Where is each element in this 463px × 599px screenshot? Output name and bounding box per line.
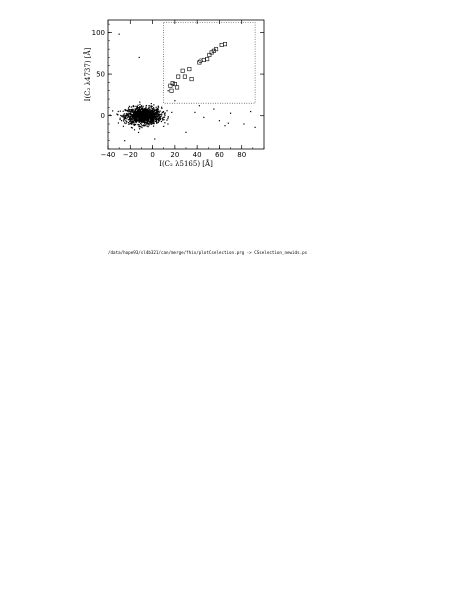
data-dot — [123, 126, 124, 127]
data-dot — [148, 116, 149, 117]
data-dot — [163, 111, 164, 112]
data-dot — [154, 116, 155, 117]
data-dot — [119, 119, 120, 120]
data-dot — [147, 112, 148, 113]
data-dot — [145, 109, 146, 110]
data-dot — [167, 118, 168, 119]
data-dot — [135, 106, 136, 107]
data-dot — [137, 105, 138, 106]
dot-series — [110, 34, 256, 142]
data-dot — [120, 115, 121, 116]
selected-square-marker — [173, 82, 176, 85]
selected-square-marker — [181, 69, 184, 72]
data-dot — [156, 117, 157, 118]
square-series — [169, 42, 227, 92]
data-dot — [123, 119, 124, 120]
data-dot — [138, 126, 139, 127]
data-dot — [150, 112, 151, 113]
axes — [92, 20, 264, 159]
selected-square-marker — [190, 77, 193, 80]
data-dot — [126, 110, 127, 111]
x-tick-label: 80 — [237, 151, 247, 159]
data-dot — [129, 113, 130, 114]
data-dot — [132, 127, 133, 128]
outlier-dot — [139, 57, 140, 58]
data-dot — [145, 107, 146, 108]
data-dot — [118, 111, 119, 112]
data-dot — [140, 117, 141, 118]
file-path-footer: /data/hope93/sl4b321/can/merge/fhix/plotCselection.prg -> CSselection_newids.ps — [108, 250, 308, 255]
data-dot — [131, 110, 132, 111]
data-dot — [118, 122, 119, 123]
data-dot — [153, 108, 154, 109]
data-dot — [153, 126, 154, 127]
data-dot — [142, 113, 143, 114]
data-dot — [160, 118, 161, 119]
data-dot — [156, 110, 157, 111]
outlier-dot — [228, 123, 229, 124]
data-dot — [144, 112, 145, 113]
data-dot — [139, 128, 140, 129]
selection-rect — [164, 22, 255, 103]
data-dot — [140, 112, 141, 113]
data-dot — [146, 116, 147, 117]
data-dot — [138, 115, 139, 116]
data-dot — [143, 125, 144, 126]
data-dot — [133, 105, 134, 106]
data-dot — [138, 118, 139, 119]
selected-square-marker — [169, 84, 172, 87]
data-dot — [158, 113, 159, 114]
data-dot — [128, 107, 129, 108]
data-dot — [148, 126, 149, 127]
data-dot — [116, 113, 117, 114]
data-dot — [159, 117, 160, 118]
data-dot — [148, 119, 149, 120]
data-dot — [157, 116, 158, 117]
outlier-dot — [243, 123, 244, 124]
data-dot — [128, 115, 129, 116]
data-dot — [156, 109, 157, 110]
selected-square-marker — [177, 75, 180, 78]
data-dot — [149, 113, 150, 114]
data-dot — [134, 129, 135, 130]
data-dot — [137, 124, 138, 125]
data-dot — [132, 112, 133, 113]
data-dot — [153, 114, 154, 115]
x-tick-label: −40 — [100, 151, 116, 159]
data-dot — [143, 121, 144, 122]
data-dot — [151, 111, 152, 112]
data-dot — [136, 115, 137, 116]
data-dot — [135, 124, 136, 125]
x-tick-label: −20 — [122, 151, 138, 159]
data-dot — [149, 109, 150, 110]
data-dot — [150, 115, 151, 116]
data-dot — [139, 120, 140, 121]
data-dot — [129, 123, 130, 124]
data-dot — [139, 112, 140, 113]
selected-square-marker — [171, 82, 174, 85]
data-dot — [132, 122, 133, 123]
data-dot — [123, 120, 124, 121]
data-dot — [158, 122, 159, 123]
data-dot — [123, 117, 124, 118]
outlier-dot — [194, 112, 195, 113]
outlier-dot — [219, 120, 220, 121]
data-dot — [143, 106, 144, 107]
data-dot — [131, 111, 132, 112]
data-dot — [156, 122, 157, 123]
data-dot — [141, 106, 142, 107]
data-dot — [171, 112, 172, 113]
data-dot — [145, 122, 146, 123]
data-dot — [123, 111, 124, 112]
data-dot — [126, 113, 127, 114]
data-dot — [138, 107, 139, 108]
data-dot — [132, 116, 133, 117]
data-dot — [148, 124, 149, 125]
data-dot — [164, 115, 165, 116]
data-dot — [120, 111, 121, 112]
outlier-dot — [199, 105, 200, 106]
data-dot — [139, 115, 140, 116]
x-tick-label: 60 — [214, 151, 224, 159]
data-dot — [133, 114, 134, 115]
data-dot — [168, 116, 169, 117]
outlier-dot — [119, 34, 120, 35]
data-dot — [133, 109, 134, 110]
data-dot — [139, 106, 140, 107]
data-dot — [150, 118, 151, 119]
data-dot — [139, 117, 140, 118]
data-dot — [134, 110, 135, 111]
data-dot — [162, 119, 163, 120]
data-dot — [156, 112, 157, 113]
data-dot — [146, 120, 147, 121]
data-dot — [110, 114, 111, 115]
data-dot — [151, 124, 152, 125]
outlier-dot — [203, 117, 204, 118]
data-dot — [123, 116, 124, 117]
x-axis-label: I(C₂ λ5165) [Å] — [159, 160, 213, 168]
data-dot — [132, 119, 133, 120]
selected-square-marker — [183, 75, 186, 78]
data-dot — [128, 124, 129, 125]
outlier-dot — [168, 90, 169, 91]
data-dot — [160, 111, 161, 112]
outlier-dot — [185, 132, 186, 133]
data-dot — [134, 109, 135, 110]
data-dot — [166, 110, 167, 111]
y-tick-label: 100 — [91, 28, 105, 37]
outlier-dot — [124, 140, 125, 141]
data-dot — [141, 124, 142, 125]
data-dot — [120, 118, 121, 119]
data-dot — [158, 118, 159, 119]
y-tick-label: 50 — [96, 70, 105, 79]
data-dot — [149, 121, 150, 122]
data-dot — [151, 106, 152, 107]
data-dot — [126, 115, 127, 116]
data-dot — [124, 117, 125, 118]
data-dot — [151, 119, 152, 120]
data-dot — [124, 115, 125, 116]
x-tick-label: 20 — [170, 151, 180, 159]
data-dot — [157, 108, 158, 109]
data-dot — [140, 111, 141, 112]
data-dot — [129, 109, 130, 110]
data-dot — [137, 111, 138, 112]
data-dot — [128, 122, 129, 123]
data-dot — [146, 118, 147, 119]
data-dot — [164, 122, 165, 123]
x-tick-label: 40 — [192, 151, 202, 159]
data-dot — [146, 125, 147, 126]
data-dot — [130, 118, 131, 119]
data-dot — [146, 124, 147, 125]
data-dot — [131, 118, 132, 119]
outlier-dot — [254, 127, 255, 128]
data-dot — [153, 111, 154, 112]
data-dot — [144, 117, 145, 118]
data-dot — [152, 120, 153, 121]
data-dot — [141, 127, 142, 128]
data-dot — [133, 124, 134, 125]
selected-square-marker — [223, 42, 226, 45]
data-dot — [142, 116, 143, 117]
y-axis-label: I(C₂ λ4737) [Å] — [84, 47, 92, 102]
data-dot — [161, 107, 162, 108]
data-dot — [140, 114, 141, 115]
data-dot — [159, 114, 160, 115]
data-dot — [139, 122, 140, 123]
data-dot — [150, 114, 151, 115]
data-dot — [133, 121, 134, 122]
data-dot — [135, 117, 136, 118]
data-dot — [142, 120, 143, 121]
outlier-dot — [230, 113, 231, 114]
data-dot — [166, 120, 167, 121]
data-dot — [124, 122, 125, 123]
data-dot — [158, 106, 159, 107]
data-dot — [134, 119, 135, 120]
data-dot — [140, 126, 141, 127]
data-dot — [137, 120, 138, 121]
data-dot — [141, 105, 142, 106]
data-dot — [129, 106, 130, 107]
data-dot — [147, 121, 148, 122]
data-dot — [155, 114, 156, 115]
data-dot — [125, 118, 126, 119]
data-dot — [126, 118, 127, 119]
data-dot — [137, 113, 138, 114]
plot-frame — [108, 20, 264, 149]
data-dot — [145, 124, 146, 125]
plot-area — [92, 20, 264, 159]
data-dot — [143, 115, 144, 116]
selected-square-marker — [220, 43, 223, 46]
data-dot — [153, 104, 154, 105]
data-dot — [153, 107, 154, 108]
data-dot — [155, 121, 156, 122]
data-dot — [151, 108, 152, 109]
y-tick-label: 0 — [100, 112, 105, 121]
data-dot — [164, 117, 165, 118]
data-dot — [161, 108, 162, 109]
data-dot — [164, 114, 165, 115]
data-dot — [151, 103, 152, 104]
data-dot — [136, 118, 137, 119]
data-dot — [139, 110, 140, 111]
data-dot — [136, 122, 137, 123]
data-dot — [139, 101, 140, 102]
data-dot — [159, 112, 160, 113]
data-dot — [150, 122, 151, 123]
data-dot — [128, 109, 129, 110]
data-dot — [145, 111, 146, 112]
data-dot — [131, 121, 132, 122]
data-dot — [135, 116, 136, 117]
data-dot — [148, 110, 149, 111]
data-dot — [146, 105, 147, 106]
outlier-dot — [174, 100, 175, 101]
x-tick-label: 0 — [150, 151, 155, 159]
data-dot — [153, 123, 154, 124]
data-dot — [156, 118, 157, 119]
data-dot — [137, 117, 138, 118]
data-dot — [121, 120, 122, 121]
data-dot — [127, 117, 128, 118]
data-dot — [149, 105, 150, 106]
outlier-dot — [250, 111, 251, 112]
data-dot — [138, 132, 139, 133]
data-dot — [161, 114, 162, 115]
data-dot — [127, 110, 128, 111]
data-dot — [161, 121, 162, 122]
data-dot — [162, 118, 163, 119]
data-dot — [144, 119, 145, 120]
data-dot — [142, 111, 143, 112]
outlier-dot — [213, 108, 214, 109]
data-dot — [147, 109, 148, 110]
data-dot — [125, 110, 126, 111]
selection-box — [164, 22, 255, 103]
data-dot — [139, 104, 140, 105]
data-dot — [151, 122, 152, 123]
data-dot — [152, 115, 153, 116]
data-dot — [147, 114, 148, 115]
data-dot — [131, 114, 132, 115]
data-dot — [145, 112, 146, 113]
data-dot — [158, 120, 159, 121]
data-dot — [124, 113, 125, 114]
data-dot — [139, 124, 140, 125]
data-dot — [123, 115, 124, 116]
data-dot — [136, 108, 137, 109]
selected-square-marker — [188, 67, 191, 70]
data-dot — [163, 119, 164, 120]
selected-square-marker — [208, 53, 211, 56]
data-dot — [144, 123, 145, 124]
data-dot — [153, 118, 154, 119]
selected-square-marker — [170, 89, 173, 92]
data-dot — [161, 115, 162, 116]
data-dot — [125, 123, 126, 124]
data-dot — [150, 117, 151, 118]
data-dot — [129, 111, 130, 112]
data-dot — [142, 110, 143, 111]
data-dot — [140, 118, 141, 119]
data-dot — [141, 121, 142, 122]
data-dot — [125, 120, 126, 121]
data-dot — [156, 107, 157, 108]
data-dot — [167, 123, 168, 124]
data-dot — [152, 108, 153, 109]
selected-square-marker — [205, 57, 208, 60]
data-dot — [144, 114, 145, 115]
data-dot — [130, 116, 131, 117]
outlier-dot — [154, 138, 155, 139]
outlier-dot — [224, 125, 225, 126]
data-dot — [134, 115, 135, 116]
data-dot — [133, 112, 134, 113]
data-dot — [126, 121, 127, 122]
data-dot — [141, 109, 142, 110]
data-dot — [140, 123, 141, 124]
data-dot — [163, 126, 164, 127]
data-dot — [140, 109, 141, 110]
data-dot — [112, 110, 113, 111]
data-dot — [128, 119, 129, 120]
selected-square-marker — [175, 86, 178, 89]
data-dot — [131, 106, 132, 107]
data-dot — [137, 106, 138, 107]
